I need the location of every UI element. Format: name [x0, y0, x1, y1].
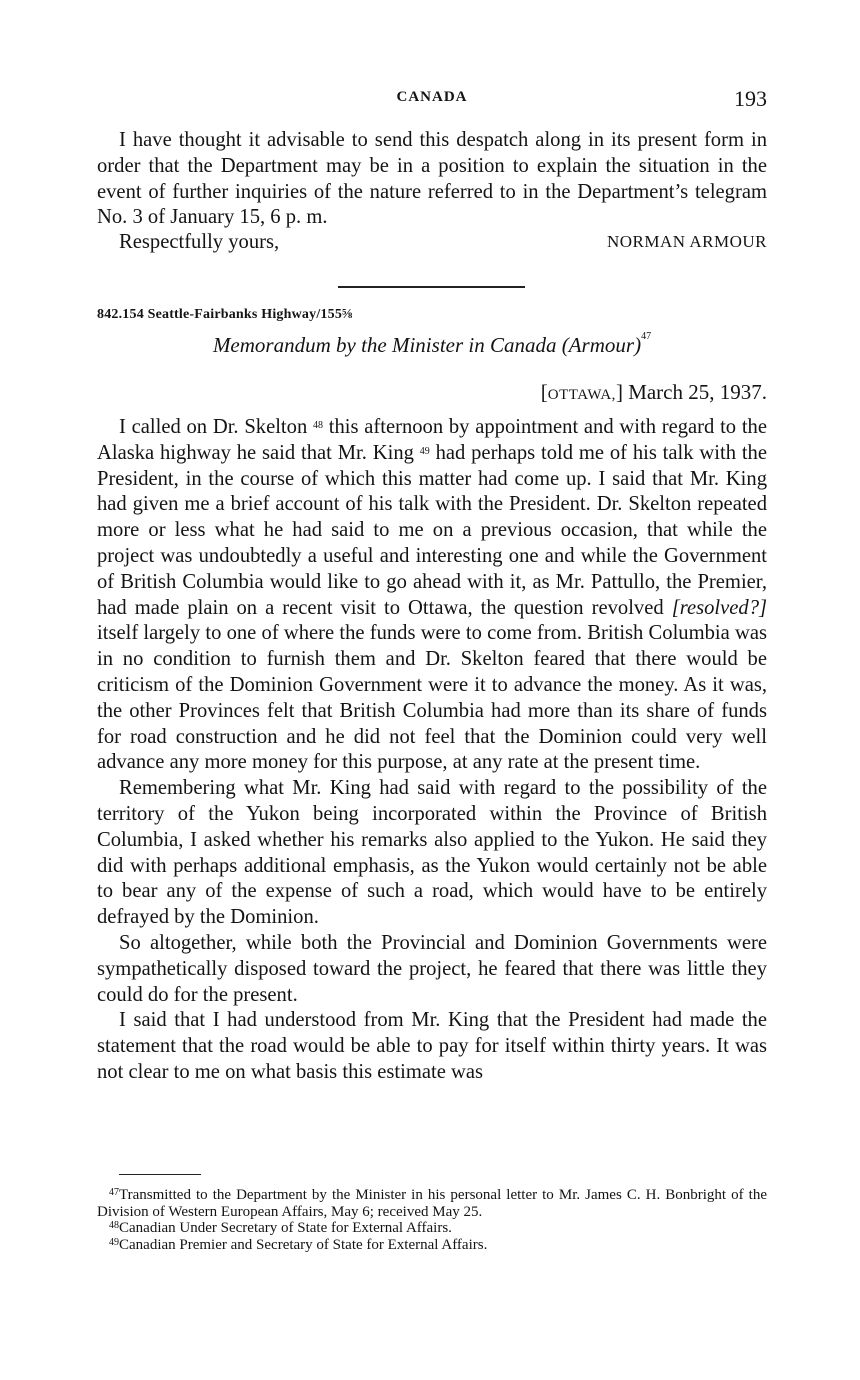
- footnote-ref-47: 47: [641, 331, 652, 342]
- footnote-number: 48: [109, 1220, 119, 1231]
- footnote-number: 49: [109, 1236, 119, 1248]
- footnote-48: [97, 1220, 767, 1237]
- dateline: [OTTAWA,] March 25, 1937.: [540, 380, 767, 404]
- page-number: 193: [734, 86, 767, 111]
- text-run: this afternoon by appointment and with regard to the Alaska highway he said that Mr. King: [97, 416, 767, 464]
- letter-closing: [97, 231, 767, 257]
- dateline-date: March 25, 1937.: [628, 380, 767, 404]
- file-reference: 842.154 Seattle-Fairbanks Highway/155⅝: [97, 307, 353, 322]
- memo-title-text: Memorandum by the Minister in Canada (Armour): [212, 333, 642, 357]
- salutation: Respectfully yours,: [119, 231, 280, 253]
- editorial-insert: [resolved?]: [671, 596, 768, 619]
- footnote-divider: [119, 1174, 201, 1175]
- running-title: CANADA: [396, 89, 468, 105]
- memo-paragraph-4: I said that I had understood from Mr. King that the President had made the statement that the road would be able to pay for itself within thirty years. It was not clear to me on what basis this estimate was: [97, 1009, 767, 1083]
- footnote-47: [97, 1187, 767, 1220]
- footnote-text: Canadian Premier and Secretary of State for External Affairs.: [119, 1236, 488, 1253]
- section-divider: [338, 286, 525, 288]
- dateline-place: OTTAWA,: [547, 387, 616, 403]
- footnote-number: 47: [109, 1187, 119, 1198]
- signature: NORMAN ARMOUR: [607, 232, 767, 251]
- footnote-ref-49: 49: [419, 445, 430, 457]
- footnote-text: Transmitted to the Department by the Minister in his personal letter to Mr. James C. H. Bonbright of the Division of Western European Affairs, May 6; received May 25.: [97, 1187, 767, 1220]
- footnote-49: [97, 1237, 767, 1254]
- memo-paragraph-1: [97, 415, 767, 776]
- memo-paragraph-2: Remembering what Mr. King had said with regard to the possibility of the territory of the Yukon being incorporated within the Province of British Columbia, I asked whether his remarks also applied to the Yukon. He said they did with perhaps additional emphasis, as the Yukon would certainly not be able to bear any of the expense of such a road, which would have to be entirely defrayed by the Dominion.: [97, 777, 767, 929]
- opening-paragraph: I have thought it advisable to send this despatch along in its present form in order that the Department may be in a position to explain the situation in the event of further inquiries of the nature referred to in the Department’s telegram No. 3 of January 15, 6 p. m.: [97, 129, 767, 229]
- memo-title: [97, 333, 767, 358]
- text-run: I called on Dr. Skelton: [119, 416, 308, 438]
- text-run: had perhaps told me of his talk with the President, in the course of which this matter had come up. I said that Mr. King had given me a brief account of his talk with the President. Dr. Skelton repeated more or less what he had said to me on a previous occasion, that while the project was undoubtedly a useful and interesting one and while the Government of British Columbia would like to go ahead with it, as Mr. Pattullo, the Premier, had made plain on a recent visit to Ottawa, the question revolved: [97, 441, 767, 619]
- footnotes: [97, 1187, 767, 1253]
- opening-paragraph-block: [97, 128, 767, 231]
- footnote-ref-48: 48: [313, 420, 323, 431]
- running-head: [97, 86, 767, 114]
- footnote-text: Canadian Under Secretary of State for External Affairs.: [119, 1220, 452, 1236]
- memo-body: [97, 415, 767, 1086]
- memo-paragraph-3: So altogether, while both the Provincial and Dominion Governments were sympathetically disposed toward the project, he feared that there was little they could do for the present.: [97, 931, 767, 1006]
- text-run: itself largely to one of where the funds were to come from. British Columbia was in no condition to furnish them and Dr. Skelton feared that there would be criticism of the Dominion Government were it to advance the money. As it was, the other Provinces felt that British Columbia had more than its share of funds for road construction and he did not feel that the Dominion could very well advance any more money for this purpose, at any rate at the present time.: [97, 622, 767, 774]
